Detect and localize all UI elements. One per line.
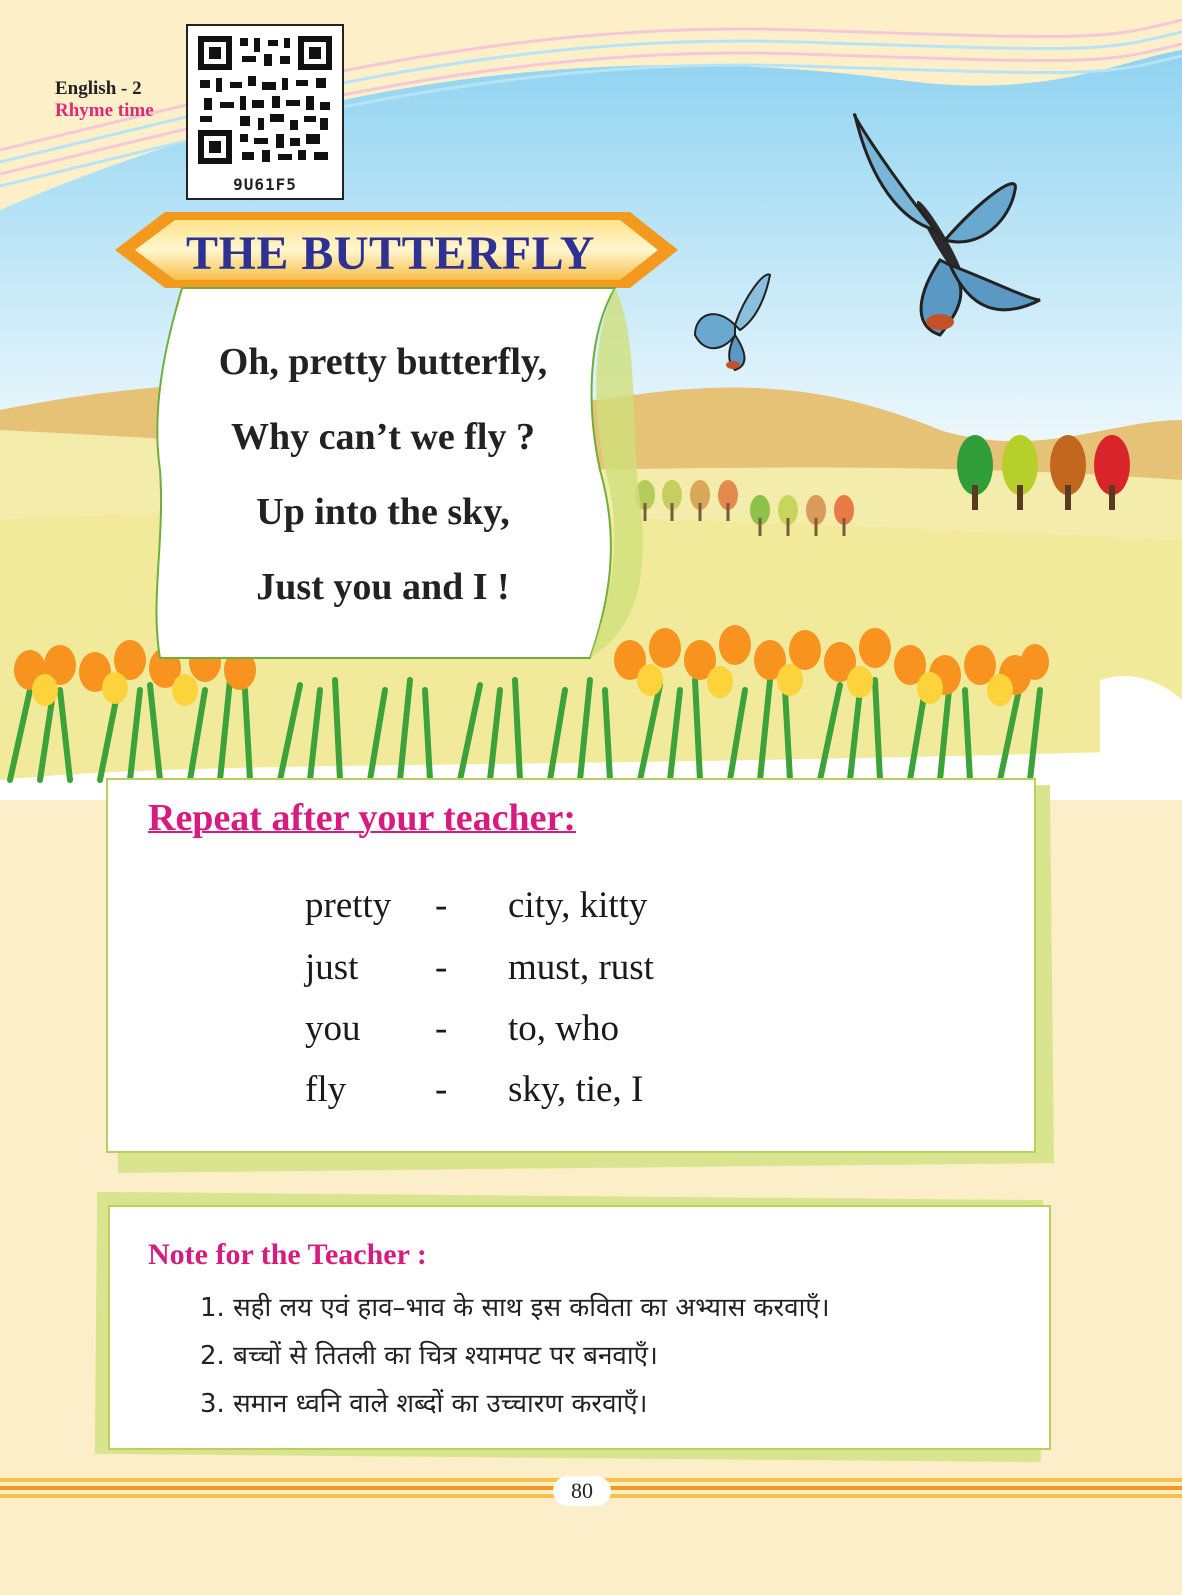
rhyme-word: you [305,1008,361,1049]
poem [158,325,608,625]
section-label: Rhyme time [55,100,154,121]
poem-line: Oh, pretty butterfly, [218,341,548,383]
poem-line: Up into the sky, [256,491,510,533]
rhyme-word: just [305,947,359,988]
rhyme-words: city, kitty [508,885,648,926]
qr-code-label: 9U61F5 [233,175,297,194]
teacher-note-item: 2. बच्चों से तितली का चित्र श्यामपट पर बनवाएँ। [200,1341,658,1371]
rhyme-words: to, who [508,1008,619,1049]
repeat-heading: Repeat after your teacher: [148,797,577,839]
rhyme-dash: - [435,1069,448,1110]
teacher-note-item: 1. सही लय एवं हाव–भाव के साथ इस कविता का अभ्यास करवाएँ। [200,1293,830,1323]
rhyme-dash: - [435,885,448,926]
rhyme-word: pretty [305,885,392,926]
subject-label: English - 2 [55,78,142,99]
rhyme-words: must, rust [508,947,654,988]
page-title: THE BUTTERFLY [186,227,595,280]
rhyme-dash: - [435,1008,448,1049]
qr-code[interactable] [186,24,344,200]
qr-pattern-icon [190,30,340,170]
teacher-note-item: 3. समान ध्वनि वाले शब्दों का उच्चारण करवाएँ। [200,1389,648,1419]
rhyme-word: fly [305,1069,347,1110]
poem-line: Why can’t we fly ? [231,416,535,458]
rhyme-words: sky, tie, I [508,1069,644,1110]
poem-line: Just you and I ! [256,566,510,608]
teacher-note-heading: Note for the Teacher : [148,1238,427,1271]
page-number: 80 [553,1476,611,1506]
rhyme-dash: - [435,947,448,988]
